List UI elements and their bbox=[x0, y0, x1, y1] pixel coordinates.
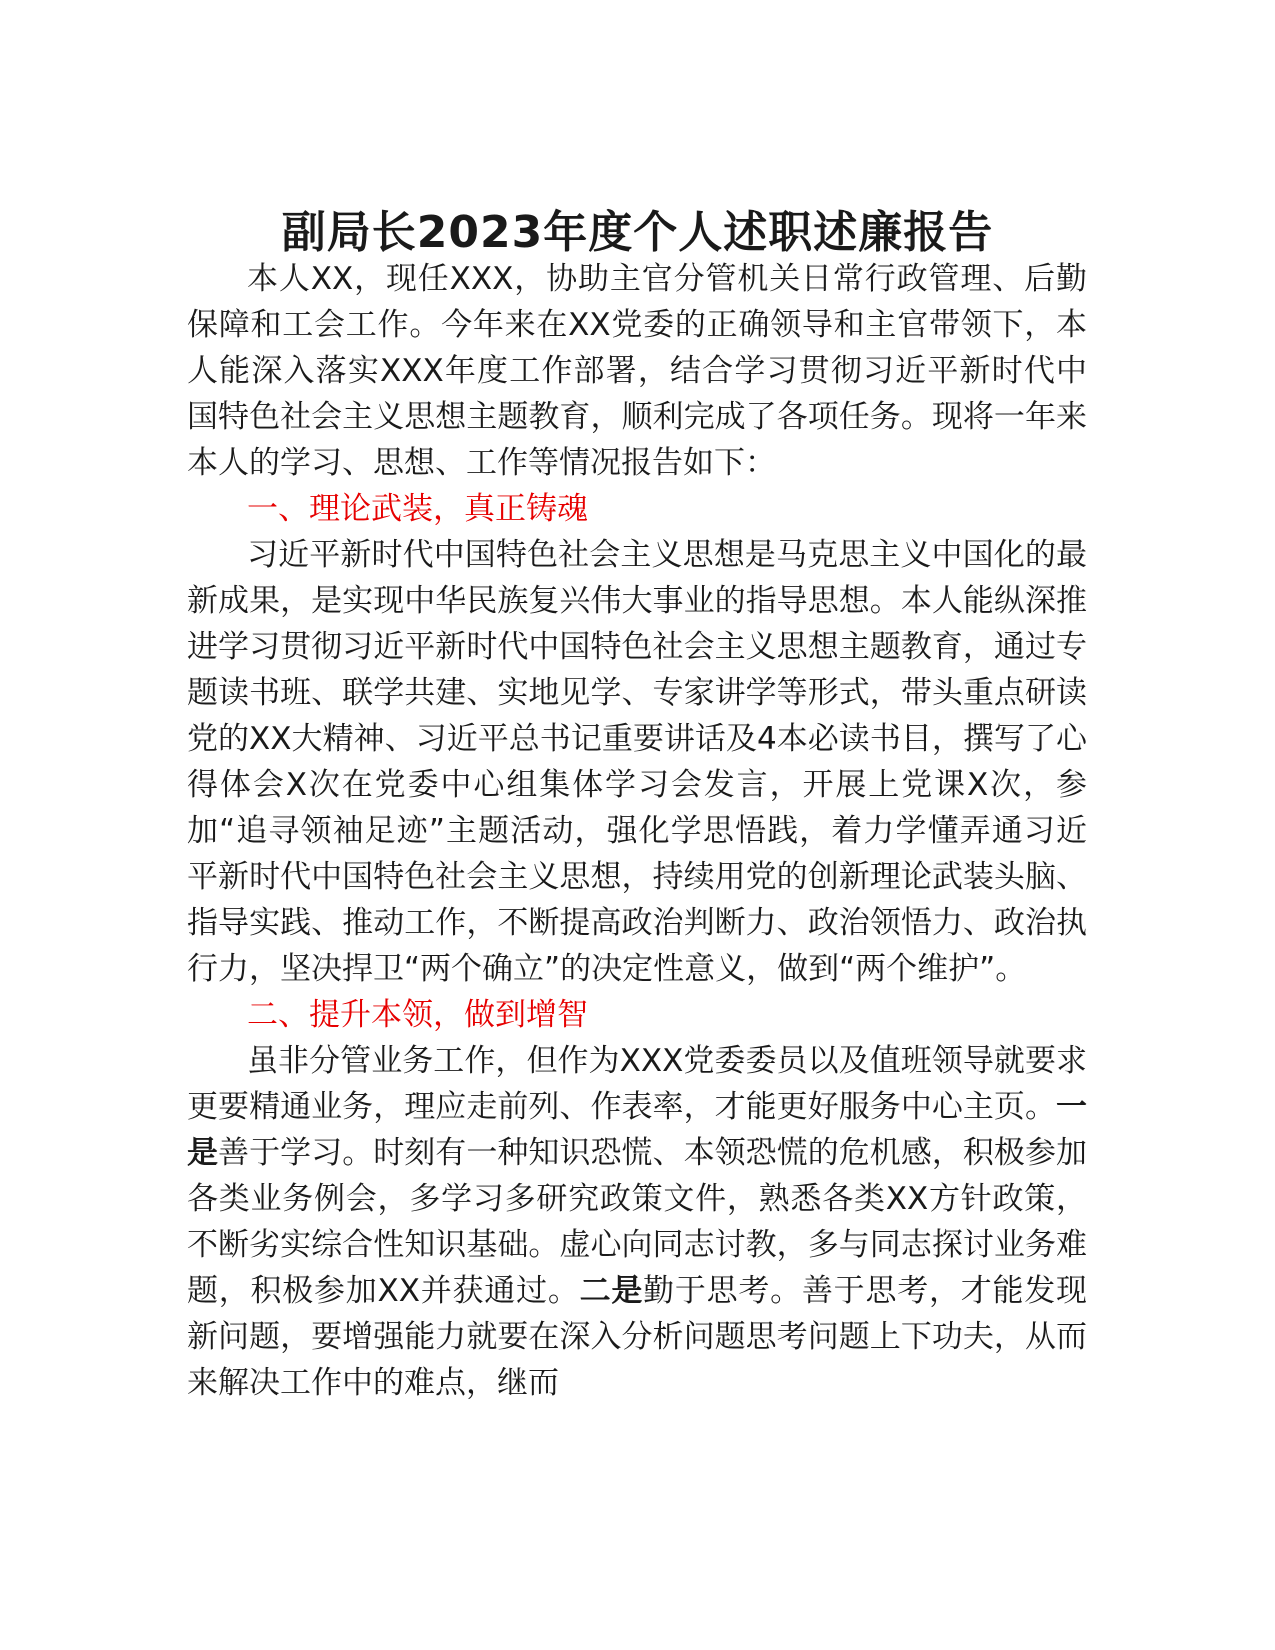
section-1-heading: 一、理论武装，真正铸魂 bbox=[247, 491, 588, 527]
section-2-paragraph bbox=[187, 1038, 1087, 1406]
section-2-keyword-1: 一是 bbox=[187, 1089, 1087, 1171]
section-1-paragraph: 习近平新时代中国特色社会主义思想是马克思主义中国化的最新成果，是实现中华民族复兴伟大事业的指导思想。本人能纵深推进学习贯彻习近平新时代中国特色社会主义思想主题教育，通过专题读书班、联学共建、实地见学、专家讲学等形式，带头重点研读党的XX大精神、习近平总书记重要讲话及4本必读书目，撰写了心得体会X次在党委中心组集体学习会发言，开展上党课X次，参加“追寻领袖足迹”主题活动，强化学思悟践，着力学懂弄通习近平新时代中国特色社会主义思想，持续用党的创新理论武装头脑、指导实践、推动工作，不断提高政治判断力、政治领悟力、政治执行力，坚决捍卫“两个确立”的决定性意义，做到“两个维护”。 bbox=[187, 537, 1087, 987]
section-2-text-part-3: 勤于思考。善于思考，才能发现新问题，要增强能力就要在深入分析问题思考问题上下功夫，从而来解决工作中的难点，继而 bbox=[187, 1273, 1088, 1401]
section-2-text-part-2: 善于学习。时刻有一种知识恐慌、本领恐慌的危机感，积极参加各类业务例会，多学习多研究政策文件，熟悉各类XX方针政策，不断劣实综合性知识基础。虚心向同志讨教，多与同志探讨业务难题，积极参加XX并获通过。 bbox=[187, 1135, 1088, 1309]
section-2-keyword-2: 二是 bbox=[579, 1273, 644, 1309]
document-title: 副局长2023年度个人述职述廉报告 bbox=[281, 207, 994, 259]
section-2-text-part-1: 虽非分管业务工作，但作为XXX党委委员以及值班领导就要求更要精通业务，理应走前列、作表率，才能更好服务中心主页。 bbox=[187, 1043, 1087, 1125]
intro-paragraph: 本人XX，现任XXX，协助主官分管机关日常行政管理、后勤保障和工会工作。今年来在XX党委的正确领导和主官带领下，本人能深入落实XXX年度工作部署，结合学习贯彻习近平新时代中国特色社会主义思想主题教育，顺利完成了各项任务。现将一年来本人的学习、思想、工作等情况报告如下： bbox=[187, 261, 1087, 481]
section-2-heading: 二、提升本领，做到增智 bbox=[247, 997, 588, 1033]
document-body bbox=[187, 256, 1087, 1406]
